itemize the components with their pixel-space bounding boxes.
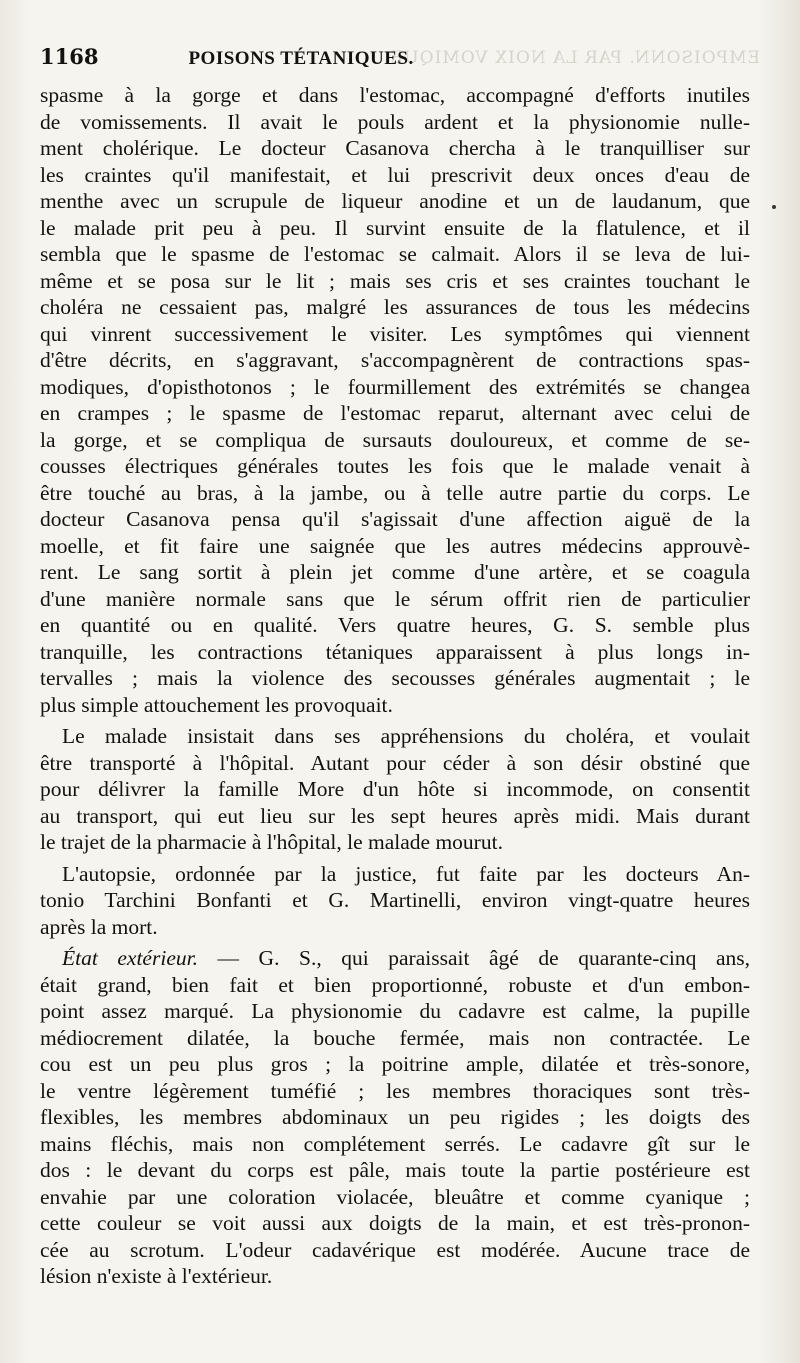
paragraph <box>40 861 750 941</box>
text-line: le trajet de la pharmacie à l'hôpital, le malade mourut. <box>40 830 503 854</box>
page-number: 1168 <box>40 44 99 69</box>
text-line: moelle, et fit faire une saignée que les autres médecins approuvè- <box>40 533 750 558</box>
text-line: dos : le devant du corps est pâle, mais toute la partie postérieure est <box>40 1158 750 1182</box>
text-line: le ventre légèrement tuméfié ; les membres thoraciques sont très- <box>40 1078 750 1103</box>
text-line: cou est un peu plus gros ; la poitrine ample, dilatée et très-sonore, <box>40 1052 750 1076</box>
text-line: choléra ne cessaient pas, malgré les assurances de tous les médecins <box>40 295 750 319</box>
text-line: docteur Casanova pensa qu'il s'agissait d'une affection aiguë de la <box>40 507 750 531</box>
text-line: cée au scrotum. L'odeur cadavérique est modérée. Aucune trace de <box>40 1237 750 1262</box>
page-header <box>40 44 740 74</box>
text-line: menthe avec un scrupule de liqueur anodine et un de laudanum, que <box>40 189 750 213</box>
text-line: envahie par une coloration violacée, bleuâtre et comme cyanique ; <box>40 1184 750 1209</box>
text-line: au transport, qui eut lieu sur les sept heures après midi. Mais durant <box>40 803 750 828</box>
text-line: médiocrement dilatée, la bouche fermée, mais non contractée. Le <box>40 1025 750 1050</box>
text-line: être transporté à l'hôpital. Autant pour céder à son désir obstiné que <box>40 750 750 775</box>
paragraph <box>40 945 750 1290</box>
text-line: le malade prit peu à peu. Il survint ensuite de la flatulence, et il <box>40 215 750 240</box>
text-line: après la mort. <box>40 914 158 939</box>
text-line: point assez marqué. La physionomie du cadavre est calme, la pupille <box>40 999 750 1023</box>
text-line: cousses électriques générales toutes les fois que le malade venait à <box>40 454 750 478</box>
text-line: sembla que le spasme de l'estomac se calmait. Alors il se leva de lui- <box>40 242 750 266</box>
text-line: les craintes qu'il manifestait, et lui prescrivit deux onces d'eau de <box>40 162 750 187</box>
text-line: la gorge, et se compliqua de sursauts douloureux, et comme de se- <box>40 427 750 452</box>
text-line: d'être décrits, en s'aggravant, s'accompagnèrent de contractions spas- <box>40 348 750 372</box>
text-line: tonio Tarchini Bonfanti et G. Martinelli, environ vingt-quatre heures <box>40 888 750 912</box>
text-line: modiques, d'opisthotonos ; le fourmillement des extrémités se changea <box>40 374 750 399</box>
paragraph <box>40 82 750 718</box>
text-line: Le malade insistait dans ses appréhensions du choléra, et voulait <box>62 724 750 748</box>
text-line: tervalles ; mais la violence des secousses générales augmentait ; le <box>40 666 750 690</box>
text-line: être touché au bras, à la jambe, ou à telle autre partie du corps. Le <box>40 480 750 505</box>
text-line: État extérieur. — G. S., qui paraissait âgé de quarante-cinq ans, <box>62 946 750 970</box>
text-line: même et se posa sur le lit ; mais ses cris et ses craintes touchant le <box>40 268 750 293</box>
body-text <box>40 82 750 1290</box>
running-title: POISONS TÉTANIQUES. <box>188 48 414 69</box>
paragraph <box>40 723 750 856</box>
text-line: lésion n'existe à l'extérieur. <box>40 1264 273 1288</box>
text-line: flexibles, les membres abdominaux un peu rigides ; les doigts des <box>40 1105 750 1129</box>
bleed-through-text: EMPOISONN. PAR LA NOIX VOMIQUE. <box>383 48 760 68</box>
text-line: spasme à la gorge et dans l'estomac, accompagné d'efforts inutiles <box>40 83 750 107</box>
text-line: cette couleur se voit aussi aux doigts de la main, et est très-pronon- <box>40 1211 750 1235</box>
section-lead: État extérieur. <box>62 946 198 970</box>
text-line: rent. Le sang sortit à plein jet comme d'une artère, et se coagula <box>40 560 750 584</box>
ink-speck <box>772 205 776 209</box>
text-line: d'une manière normale sans que le sérum offrit rien de particulier <box>40 586 750 611</box>
text-line: ment cholérique. Le docteur Casanova chercha à le tranquilliser sur <box>40 136 750 160</box>
text-line: en crampes ; le spasme de l'estomac reparut, alternant avec celui de <box>40 401 750 425</box>
text-line: L'autopsie, ordonnée par la justice, fut faite par les docteurs An- <box>62 861 750 886</box>
text-line: pour délivrer la famille More d'un hôte si incommode, on consentit <box>40 777 750 801</box>
text-line: en quantité ou en qualité. Vers quatre heures, G. S. semble plus <box>40 613 750 637</box>
text-line: mains fléchis, mais non complétement serrés. Le cadavre gît sur le <box>40 1131 750 1156</box>
text-line: qui vinrent successivement le visiter. Les symptômes qui viennent <box>40 321 750 346</box>
text-line: tranquille, les contractions tétaniques apparaissent à plus longs in- <box>40 639 750 664</box>
text-line: plus simple attouchement les provoquait. <box>40 692 393 717</box>
text-line: de vomissements. Il avait le pouls ardent et la physionomie nulle- <box>40 109 750 134</box>
text-line: était grand, bien fait et bien proportionné, robuste et d'un embon- <box>40 972 750 997</box>
